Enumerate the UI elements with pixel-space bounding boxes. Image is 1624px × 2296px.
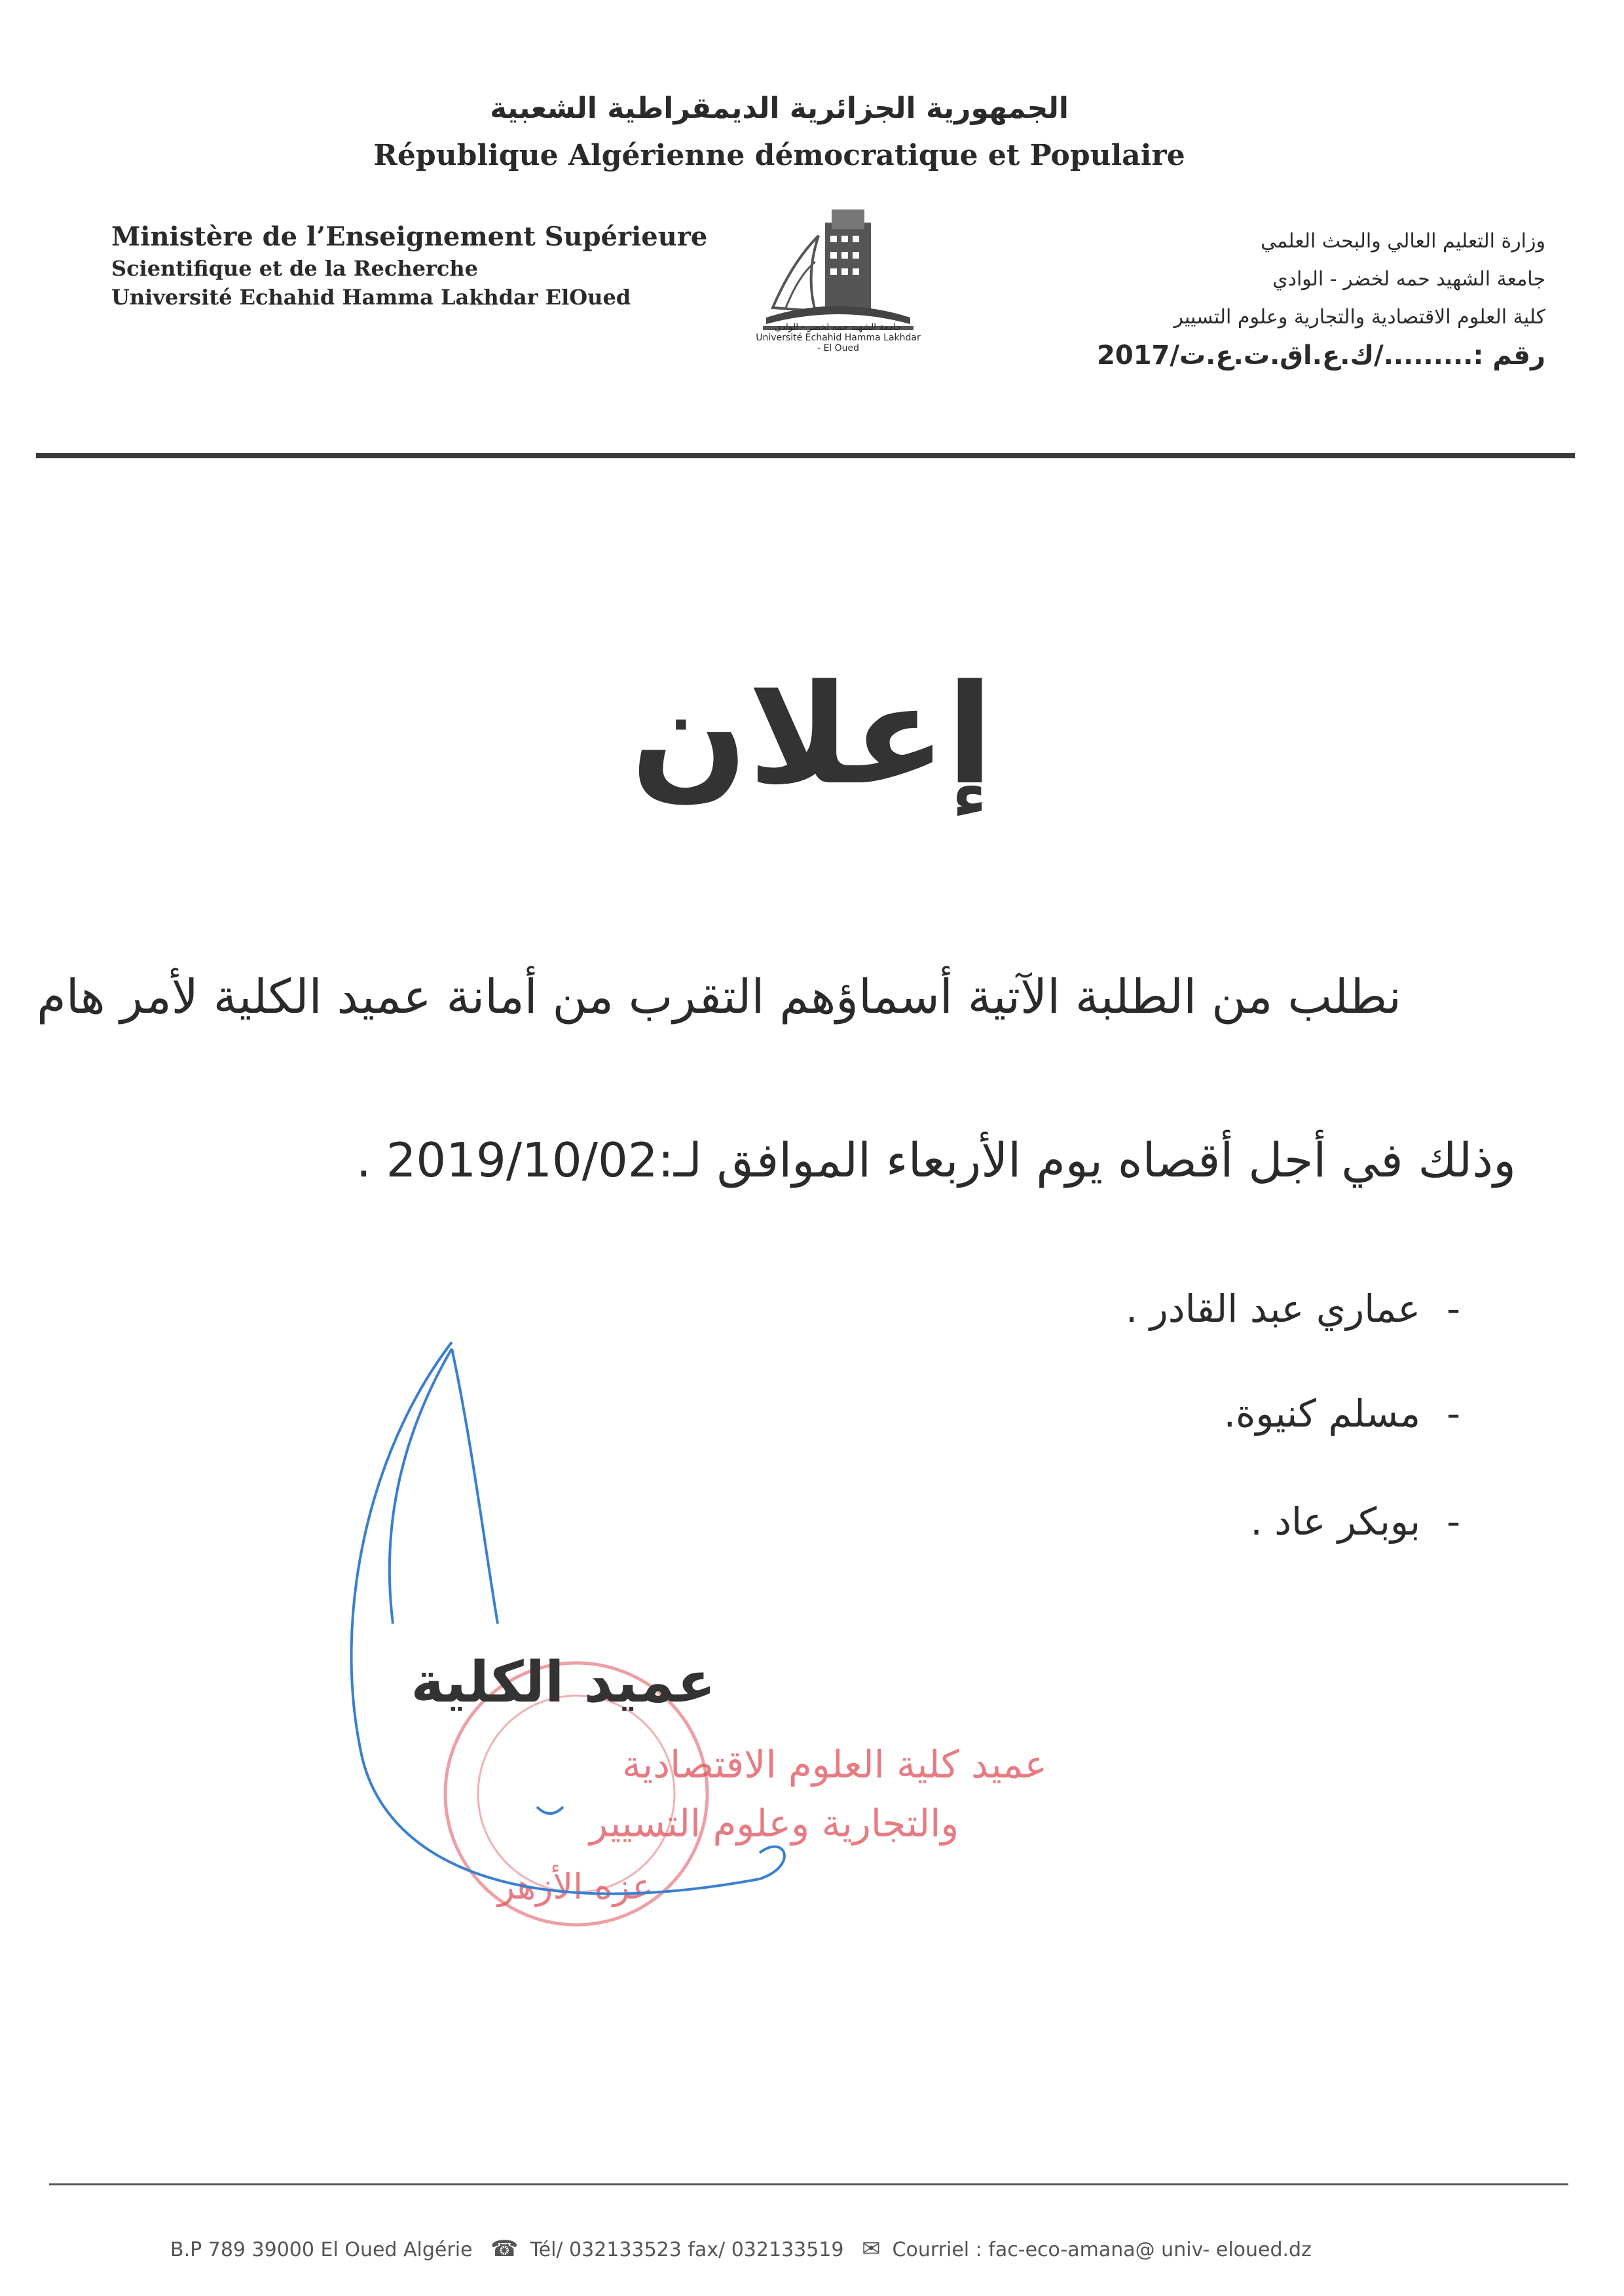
list-item <box>871 1499 1460 1544</box>
arabic-institution-block <box>1022 223 1545 374</box>
list-item <box>871 1391 1460 1436</box>
dean-title: عميد الكلية <box>411 1650 716 1715</box>
announcement-line-2: وذلك في أجل أقصاه يوم الأربعاء الموافق لـ:2019/10/02 . <box>356 1133 1516 1188</box>
arabic-faculty: كلية العلوم الاقتصادية والتجارية وعلوم التسيير <box>1173 306 1545 329</box>
stamp-line-3: عزه الأزهر <box>498 1866 654 1907</box>
signature-icon <box>367 1349 629 1624</box>
stamp-line-2: والتجارية وعلوم التسيير <box>589 1801 959 1846</box>
email-icon: ✉ <box>862 2236 881 2262</box>
footer-address: B.P 789 39000 El Oued Algérie <box>170 2238 473 2261</box>
header-arabic-republic: الجمهورية الجزائرية الديمقراطية الشعبية <box>490 92 1069 125</box>
stamp-line-1: عميد كلية العلوم الاقتصادية <box>622 1742 1048 1787</box>
student-name: بوبكر عاد . <box>1250 1499 1421 1544</box>
list-item <box>871 1286 1460 1331</box>
student-name: عماري عبد القادر . <box>1125 1286 1421 1331</box>
header-french-republic: République Algérienne démocratique et Populaire <box>373 139 1185 172</box>
footer-tel-fax: Tél/ 032133523 fax/ 032133519 <box>530 2238 844 2261</box>
french-university: Université Echahid Hamma Lakhdar ElOued <box>111 285 631 310</box>
french-institution-block <box>111 221 708 310</box>
list-dash: - <box>1447 1499 1460 1544</box>
announcement-line-1: نطلب من الطلبة الآتية أسماؤهم التقرب من أمانة عميد الكلية لأمر هام <box>37 969 1401 1024</box>
student-name: مسلم كنيوة. <box>1223 1391 1421 1436</box>
logo-caption <box>753 322 923 354</box>
arabic-university: جامعة الشهيد حمه لخضر - الوادي <box>1272 268 1545 291</box>
footer <box>170 2236 1447 2262</box>
logo-caption-arabic: جامعة الشهيد حمه لخضر - الوادي <box>774 322 902 333</box>
telephone-icon: ☎ <box>490 2236 519 2262</box>
footer-email: Courriel : fac-eco-amana@ univ- eloued.dz <box>892 2238 1312 2261</box>
footer-divider <box>49 2183 1568 2185</box>
header-divider <box>36 453 1575 458</box>
logo-caption-french: Université Echahid Hamma Lakhdar - El Oued <box>756 333 921 354</box>
arabic-ministry: وزارة التعليم العالي والبحث العلمي <box>1261 230 1545 253</box>
reference-number: رقم :........./ك.ع.اق.ت.ع.ت/2017 <box>1097 340 1545 371</box>
french-ministry: Ministère de l’Enseignement Supérieure <box>111 221 708 252</box>
announcement-title: إعلان <box>630 655 994 815</box>
list-dash: - <box>1447 1286 1460 1331</box>
official-stamp-icon <box>170 1584 1048 1990</box>
french-ministry-sub: Scientifique et de la Recherche <box>111 256 478 281</box>
list-dash: - <box>1447 1391 1460 1436</box>
